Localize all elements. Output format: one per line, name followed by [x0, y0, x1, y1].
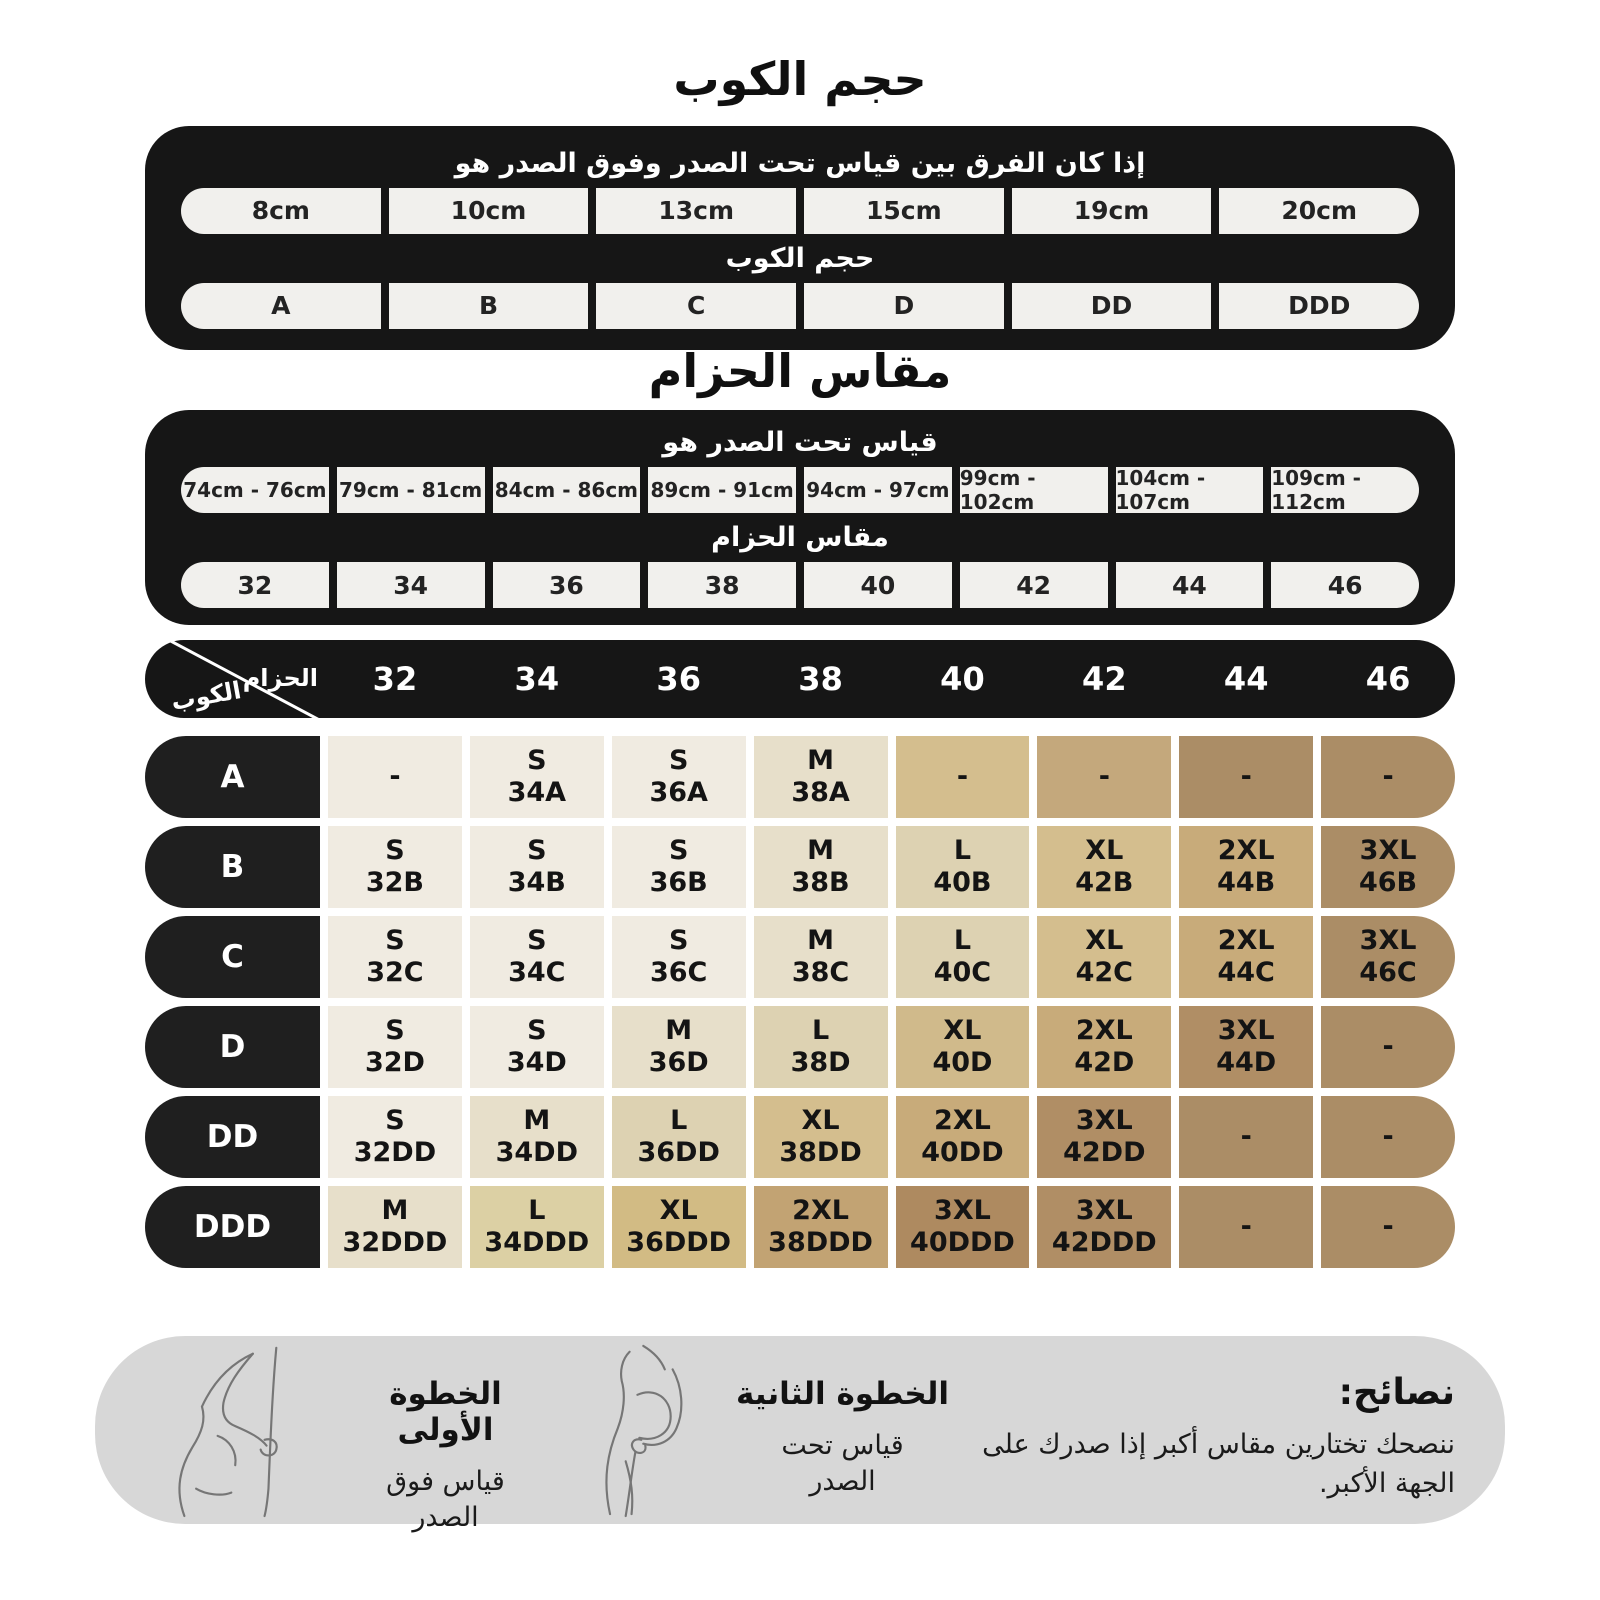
matrix-cell-line: 3XL — [1217, 1015, 1275, 1047]
matrix-cell — [328, 736, 462, 818]
matrix-cell-line: - — [1382, 1031, 1394, 1063]
matrix-cell — [328, 1006, 462, 1088]
matrix-cell-line: 40B — [933, 867, 992, 898]
cup-cell: D — [804, 283, 1004, 329]
matrix-cell-line: 34DDD — [484, 1227, 590, 1258]
matrix-cell — [612, 1006, 746, 1088]
matrix-cell-line: 38A — [791, 777, 850, 808]
matrix-cell — [1321, 826, 1455, 908]
step-2-caption — [735, 1428, 950, 1501]
matrix-cell — [1179, 1006, 1313, 1088]
matrix-row — [145, 916, 1455, 998]
underbust-range-cell: 79cm - 81cm — [337, 467, 485, 513]
matrix-cell-line: - — [1240, 1121, 1252, 1153]
step-2-caption-line1: قياس تحت — [781, 1430, 904, 1461]
tips-heading: نصائح: — [1338, 1372, 1455, 1413]
matrix-cell-line: 36D — [648, 1047, 709, 1078]
matrix-cell-line: 2XL — [1075, 1015, 1133, 1047]
matrix-cell — [754, 826, 888, 908]
matrix-cell-line: S — [385, 835, 405, 867]
matrix-cell-line: 38C — [791, 957, 850, 988]
matrix-cell — [754, 1186, 888, 1268]
matrix-row-cells — [328, 736, 1455, 818]
matrix-cell-line: - — [1382, 1121, 1394, 1153]
matrix-corner — [145, 640, 320, 718]
matrix-cell-line: S — [668, 745, 689, 777]
matrix-cell — [1179, 1096, 1313, 1178]
matrix-cell-line: 44B — [1217, 867, 1276, 898]
matrix-row-label: D — [145, 1006, 320, 1088]
matrix-cell-line: 46B — [1358, 867, 1418, 898]
matrix-row-cells — [328, 1186, 1455, 1268]
matrix-cell-line: 3XL — [1359, 835, 1417, 867]
matrix-cell-line: 32DD — [353, 1137, 437, 1168]
step-2-block — [735, 1376, 950, 1501]
matrix-cell-line: 2XL — [792, 1195, 849, 1227]
matrix-cell-line: L — [953, 925, 972, 957]
band-cell: 38 — [648, 562, 796, 608]
matrix-cell-line: - — [1382, 761, 1394, 793]
tips-panel — [95, 1336, 1505, 1534]
matrix-column-header: 36 — [656, 660, 701, 698]
matrix-cell-line: 40DD — [921, 1137, 1004, 1168]
matrix-cell-line: M — [523, 1105, 551, 1137]
matrix-cell — [612, 916, 746, 998]
matrix-row — [145, 1096, 1455, 1178]
matrix-cell — [328, 1186, 462, 1268]
matrix-cell-line: 40D — [932, 1047, 993, 1078]
matrix-cell — [896, 1186, 1030, 1268]
matrix-cell-line: S — [668, 835, 689, 867]
matrix-cell — [754, 1006, 888, 1088]
band-cell: 40 — [804, 562, 952, 608]
matrix-cell-line: 3XL — [1359, 925, 1417, 957]
matrix-cell-line: XL — [1085, 925, 1124, 957]
matrix-cell-line: 36A — [649, 777, 708, 808]
matrix-cell-line: S — [527, 1015, 547, 1047]
matrix-cell-line: L — [670, 1105, 688, 1137]
matrix-row — [145, 826, 1455, 908]
matrix-cell — [328, 826, 462, 908]
matrix-cell-line: S — [527, 745, 547, 777]
matrix-cell-line: XL — [801, 1105, 840, 1137]
matrix-cell — [612, 1096, 746, 1178]
matrix-cell-line: S — [385, 1105, 405, 1137]
matrix-cell-line: 36DDD — [626, 1227, 732, 1258]
cup-difference-caption: إذا كان الفرق بين قياس تحت الصدر وفوق الصدر هو — [454, 147, 1146, 179]
matrix-cell — [896, 916, 1030, 998]
matrix-cell-line: 46C — [1359, 957, 1417, 988]
matrix-column-header: 32 — [372, 660, 418, 698]
step-1-caption — [343, 1464, 548, 1537]
matrix-cell-line: S — [668, 925, 689, 957]
underbust-caption: قياس تحت الصدر هو — [662, 427, 938, 458]
matrix-cell-line: XL — [1085, 835, 1124, 867]
matrix-cell-line: 42DDD — [1051, 1227, 1157, 1258]
band-cell: 32 — [181, 562, 329, 608]
band-cell: 36 — [493, 562, 641, 608]
underbust-range-cell: 74cm - 76cm — [181, 467, 329, 513]
matrix-cell — [612, 736, 746, 818]
band-size-caption: مقاس الحزام — [711, 522, 889, 553]
matrix-cell-line: - — [389, 761, 401, 793]
matrix-cell-line: 32DDD — [342, 1227, 448, 1258]
matrix-cell-line: 38B — [791, 867, 850, 898]
matrix-cell-line: 44D — [1216, 1047, 1277, 1078]
matrix-cell-line: M — [665, 1015, 693, 1047]
matrix-cell — [896, 826, 1030, 908]
underbust-range-cell: 99cm - 102cm — [960, 467, 1108, 513]
measure-under-bust-figure — [581, 1342, 731, 1518]
matrix-body — [145, 736, 1455, 1276]
matrix-row-label: A — [145, 736, 320, 818]
matrix-cell-line: - — [956, 761, 969, 793]
matrix-cell-line: - — [1240, 1211, 1252, 1243]
step-1-block — [343, 1376, 548, 1537]
matrix-column-header: 46 — [1365, 660, 1411, 698]
matrix-row-label: C — [145, 916, 320, 998]
tips-body-line1: ننصحك تختارين مقاس أكبر إذا صدرك على — [982, 1429, 1455, 1460]
matrix-cell — [1321, 1006, 1455, 1088]
matrix-cell — [470, 826, 604, 908]
difference-cell: 20cm — [1219, 188, 1419, 234]
underbust-range-cell: 94cm - 97cm — [804, 467, 952, 513]
matrix-cell-line: S — [385, 1015, 405, 1047]
cup-size-panel — [145, 126, 1455, 350]
matrix-cell — [1179, 736, 1313, 818]
difference-cell: 8cm — [181, 188, 381, 234]
matrix-cell-line: - — [1382, 1211, 1394, 1243]
matrix-cell-line: 34C — [508, 957, 566, 988]
matrix-row-cells — [328, 1006, 1455, 1088]
matrix-cell-line: 2XL — [1217, 925, 1275, 957]
matrix-cell — [470, 1186, 604, 1268]
difference-cell: 10cm — [389, 188, 589, 234]
cup-cell: DD — [1012, 283, 1212, 329]
matrix-column-header: 44 — [1223, 660, 1269, 698]
difference-cell: 19cm — [1012, 188, 1212, 234]
matrix-cell — [470, 736, 604, 818]
measure-over-bust-figure — [161, 1342, 329, 1518]
cup-size-caption: حجم الكوب — [725, 242, 875, 274]
matrix-cell — [1037, 1006, 1171, 1088]
band-cell: 44 — [1116, 562, 1264, 608]
difference-cell: 15cm — [804, 188, 1004, 234]
tips-block — [915, 1372, 1455, 1503]
matrix-cell-line: M — [807, 835, 834, 867]
underbust-range-cell: 104cm - 107cm — [1116, 467, 1264, 513]
matrix-cell-line: S — [385, 925, 405, 957]
cup-cell: B — [389, 283, 589, 329]
matrix-cell-line: 3XL — [1075, 1195, 1133, 1227]
cup-cell: DDD — [1219, 283, 1419, 329]
matrix-cell-line: L — [953, 835, 972, 867]
matrix-cell-line: 32D — [364, 1047, 425, 1078]
matrix-cell — [754, 736, 888, 818]
band-row — [181, 562, 1419, 608]
matrix-cell-line: 38DD — [779, 1137, 862, 1168]
matrix-cell-line: S — [527, 835, 547, 867]
step-1-caption-line1: قياس فوق — [386, 1466, 505, 1497]
matrix-cell-line: XL — [659, 1195, 698, 1227]
matrix-cell — [1179, 916, 1313, 998]
matrix-row — [145, 1006, 1455, 1088]
band-size-panel — [145, 410, 1455, 625]
matrix-cell — [896, 1006, 1030, 1088]
matrix-cell — [1037, 916, 1171, 998]
matrix-row-cells — [328, 916, 1455, 998]
cup-size-title: حجم الكوب — [673, 52, 927, 106]
matrix-cell — [1037, 736, 1171, 818]
matrix-cell — [754, 916, 888, 998]
matrix-row — [145, 1186, 1455, 1268]
matrix-column-headers — [328, 640, 1455, 718]
matrix-cell-line: 40C — [933, 957, 992, 988]
matrix-row — [145, 736, 1455, 818]
matrix-cell — [470, 1006, 604, 1088]
matrix-cell — [1037, 826, 1171, 908]
underbust-range-row — [181, 467, 1419, 513]
matrix-cell — [1321, 736, 1455, 818]
matrix-row-label: DDD — [145, 1186, 320, 1268]
matrix-cell-line: 36C — [649, 957, 708, 988]
matrix-cell — [328, 1096, 462, 1178]
matrix-row-cells — [328, 1096, 1455, 1178]
matrix-cell-line: 42B — [1075, 867, 1134, 898]
cup-axis-label: الكوب — [169, 676, 244, 716]
matrix-row-label: B — [145, 826, 320, 908]
difference-cell: 13cm — [596, 188, 796, 234]
matrix-column-header: 40 — [940, 660, 985, 698]
matrix-cell-line: 32C — [366, 957, 424, 988]
matrix-cell-line: 38DDD — [768, 1227, 873, 1258]
matrix-cell — [612, 1186, 746, 1268]
difference-row — [181, 188, 1419, 234]
matrix-cell — [1037, 1096, 1171, 1178]
matrix-cell — [470, 916, 604, 998]
band-axis-label: الحزام — [242, 664, 318, 692]
matrix-cell-line: L — [811, 1015, 830, 1047]
matrix-cell-line: 3XL — [1075, 1105, 1133, 1137]
matrix-cell-line: 34B — [507, 867, 566, 898]
matrix-cell-line: XL — [943, 1015, 982, 1047]
matrix-cell-line: 44C — [1217, 957, 1275, 988]
matrix-cell-line: 38D — [790, 1047, 851, 1078]
matrix-cell-line: M — [807, 925, 834, 957]
cup-row — [181, 283, 1419, 329]
matrix-row-cells — [328, 826, 1455, 908]
matrix-cell-line: 42D — [1074, 1047, 1135, 1078]
underbust-range-cell: 89cm - 91cm — [648, 467, 796, 513]
tips-body-line2: الجهة الأكبر. — [1318, 1468, 1455, 1500]
matrix-cell-line: - — [1240, 761, 1252, 793]
matrix-cell — [896, 1096, 1030, 1178]
matrix-cell-line: 36DD — [637, 1137, 720, 1168]
matrix-cell-line: 42DD — [1063, 1137, 1146, 1168]
band-size-title: مقاس الحزام — [648, 344, 952, 398]
matrix-cell-line: 2XL — [934, 1105, 991, 1137]
matrix-cell — [612, 826, 746, 908]
band-cell: 46 — [1271, 562, 1419, 608]
matrix-cell-line: 34D — [506, 1047, 567, 1078]
matrix-cell-line: 2XL — [1217, 835, 1275, 867]
matrix-cell-line: 3XL — [934, 1195, 991, 1227]
matrix-cell — [1321, 916, 1455, 998]
underbust-range-cell: 109cm - 112cm — [1271, 467, 1419, 513]
matrix-column-header: 34 — [514, 660, 560, 698]
band-cell: 42 — [960, 562, 1108, 608]
matrix-row-label: DD — [145, 1096, 320, 1178]
matrix-header — [145, 640, 1455, 718]
matrix-cell-line: M — [381, 1195, 409, 1227]
step-2-heading: الخطوة الثانية — [736, 1376, 949, 1412]
matrix-cell — [1179, 826, 1313, 908]
matrix-cell — [328, 916, 462, 998]
matrix-cell-line: L — [528, 1195, 546, 1227]
matrix-cell-line: 40DDD — [910, 1227, 1015, 1258]
matrix-cell-line: - — [1098, 761, 1110, 793]
matrix-column-header: 42 — [1082, 660, 1127, 698]
matrix-cell-line: S — [527, 925, 547, 957]
matrix-cell — [1037, 1186, 1171, 1268]
matrix-cell-line: 36B — [649, 867, 708, 898]
matrix-column-header: 38 — [798, 660, 843, 698]
matrix-cell-line: 32B — [365, 867, 425, 898]
step-1-caption-line2: الصدر — [412, 1502, 479, 1534]
underbust-range-cell: 84cm - 86cm — [493, 467, 641, 513]
matrix-cell — [1179, 1186, 1313, 1268]
matrix-cell-line: M — [807, 745, 834, 777]
matrix-cell — [1321, 1096, 1455, 1178]
cup-cell: A — [181, 283, 381, 329]
matrix-cell-line: 34A — [507, 777, 567, 808]
matrix-cell — [896, 736, 1030, 818]
matrix-cell-line: 42C — [1075, 957, 1133, 988]
band-cell: 34 — [337, 562, 485, 608]
matrix-cell — [754, 1096, 888, 1178]
matrix-cell — [470, 1096, 604, 1178]
matrix-cell — [1321, 1186, 1455, 1268]
step-2-caption-line2: الصدر — [809, 1466, 876, 1498]
cup-cell: C — [596, 283, 796, 329]
step-1-heading: الخطوة الأولى — [389, 1376, 502, 1448]
matrix-cell-line: 34DD — [495, 1137, 579, 1168]
